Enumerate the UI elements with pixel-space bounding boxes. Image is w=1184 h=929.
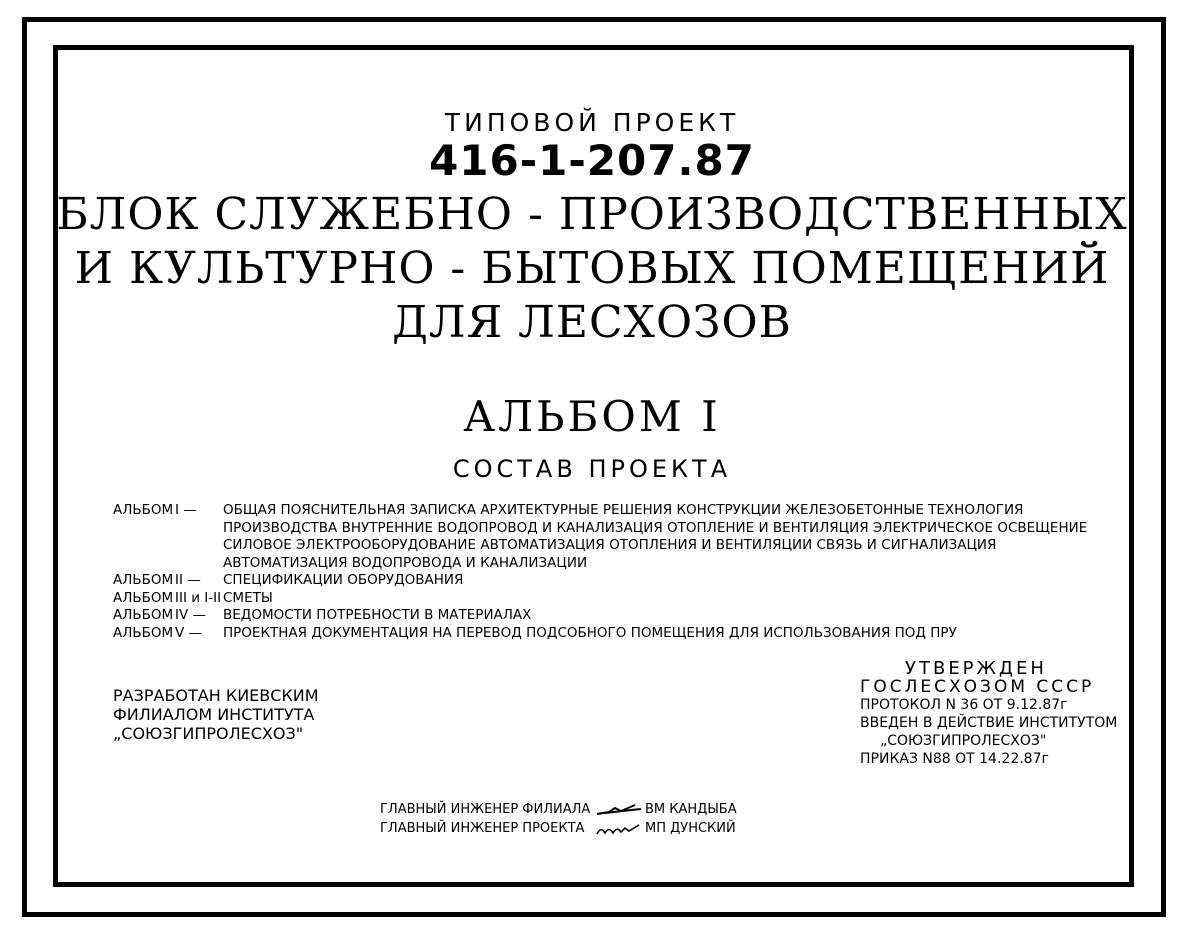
album-description: СПЕЦИФИКАЦИИ ОБОРУДОВАНИЯ	[223, 572, 464, 588]
album-row	[113, 607, 1087, 625]
album-row	[113, 502, 1087, 572]
signature-row	[380, 800, 737, 819]
approval-block	[860, 660, 1117, 768]
album-description: ВЕДОМОСТИ ПОТРЕБНОСТИ В МАТЕРИАЛАХ	[223, 607, 532, 623]
signature-role: ГЛАВНЫЙ ИНЖЕНЕР ПРОЕКТА	[380, 821, 585, 836]
album-number: V —	[175, 624, 203, 641]
album-description: ОБЩАЯ ПОЯСНИТЕЛЬНАЯ ЗАПИСКА АРХИТЕКТУРНЫЕ РЕШЕНИЯ КОНСТРУКЦИИ ЖЕЛЕЗОБЕТОННЫЕ ТЕХНОЛОГИЯ ПРОИЗВОДСТВА ВНУТРЕННИЕ ВОДОПРОВОД И КАНАЛИЗАЦИЯ ОТОПЛЕНИЕ И ВЕНТИЛЯЦИЯ ЭЛЕКТРИЧЕСКОЕ ОСВЕЩЕНИЕ СИЛОВОЕ ЭЛЕКТРООБОРУДОВАНИЕ АВТОМАТИЗАЦИЯ ОТОПЛЕНИЯ И ВЕНТИЛЯЦИИ СВЯЗЬ И СИГНАЛИЗАЦИЯ АВТОМАТИЗАЦИЯ ВОДОПРОВОДА И КАНАЛИЗАЦИИ	[223, 502, 1088, 571]
album-row	[113, 590, 1087, 608]
albums-list	[113, 502, 1087, 642]
album-row	[113, 625, 1087, 643]
approval-enacted: ВВЕДЕН В ДЕЙСТВИЕ ИНСТИТУТОМ	[860, 715, 1118, 731]
approval-title: УТВЕРЖДЕН	[905, 658, 1047, 679]
album-number: IV —	[175, 607, 207, 623]
project-type: ТИПОВОЙ ПРОЕКТ	[444, 108, 740, 137]
album-number: III и I-II	[175, 589, 222, 606]
album-label: АЛЬБОМ	[113, 502, 174, 518]
album-description: ПРОЕКТНАЯ ДОКУМЕНТАЦИЯ НА ПЕРЕВОД ПОДСОБНОГО ПОМЕЩЕНИЯ ДЛЯ ИСПОЛЬЗОВАНИЯ ПОД ПРУ	[223, 624, 957, 641]
title-line-1: БЛОК СЛУЖЕБНО - ПРОИЗВОДСТВЕННЫХ	[56, 189, 1128, 240]
album-title: АЛЬБОМ I	[463, 392, 721, 441]
signature-role: ГЛАВНЫЙ ИНЖЕНЕР ФИЛИАЛА	[380, 802, 591, 817]
signature-mark-icon	[595, 803, 643, 817]
project-number: 416-1-207.87	[429, 136, 755, 185]
approval-org: ГОСЛЕСХОЗОМ СССР	[860, 677, 1095, 697]
signature-name: ВМ КАНДЫБА	[645, 802, 737, 817]
developer-block: РАЗРАБОТАН КИЕВСКИМ ФИЛИАЛОМ ИНСТИТУТА „СОЮЗГИПРОЛЕСХОЗ"	[113, 686, 319, 743]
album-label: АЛЬБОМ	[113, 589, 174, 606]
signature-name: МП ДУНСКИЙ	[645, 821, 736, 836]
signature-mark-icon	[595, 822, 643, 836]
album-number: II —	[175, 572, 201, 588]
signature-row	[380, 819, 737, 838]
approval-protocol: ПРОТОКОЛ N 36 ОТ 9.12.87г	[860, 697, 1068, 713]
album-description: СМЕТЫ	[223, 589, 273, 606]
signatures-block	[380, 800, 737, 838]
album-label: АЛЬБОМ	[113, 607, 174, 623]
approval-institute: „СОЮЗГИПРОЛЕСХОЗ"	[880, 733, 1047, 749]
approval-order: ПРИКАЗ N88 ОТ 14.22.87г	[860, 751, 1049, 767]
album-label: АЛЬБОМ	[113, 624, 174, 641]
composition-title: СОСТАВ ПРОЕКТА	[452, 455, 732, 483]
main-title	[0, 188, 1184, 350]
album-number: I —	[175, 502, 197, 518]
title-line-3: ДЛЯ ЛЕСХОЗОВ	[392, 297, 792, 348]
title-line-2: И КУЛЬТУРНО - БЫТОВЫХ ПОМЕЩЕНИЙ	[74, 243, 1110, 294]
album-row	[113, 572, 1087, 590]
album-label: АЛЬБОМ	[113, 572, 174, 588]
